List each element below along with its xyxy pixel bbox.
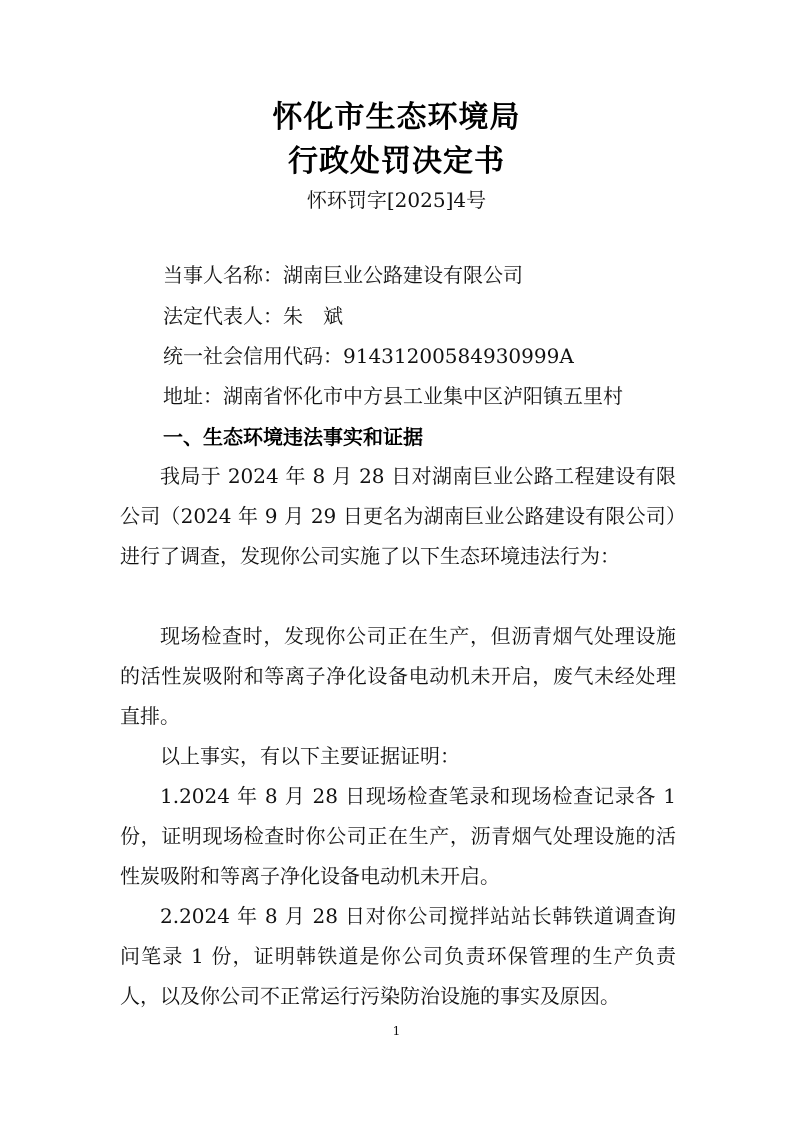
- credit-code-line: 统一社会信用代码：91431200584930999A: [163, 344, 574, 368]
- document-title: 行政处罚决定书: [288, 144, 505, 179]
- section-heading: 一、生态环境违法事实和证据: [163, 425, 423, 449]
- paragraph-evidence-2: 2.2024 年 8 月 28 日对你公司搅拌站站长韩铁道调查询问笔录 1 份，证明韩铁道是你公司负责环保管理的生产负责人，以及你公司不正常运行污染防治设施的事实及原因。: [120, 904, 676, 1008]
- address-line: 地址：湖南省怀化市中方县工业集中区泸阳镇五里村: [163, 384, 623, 408]
- issuer-title: 怀化市生态环境局: [272, 100, 521, 135]
- paragraph-violation-facts: 现场检查时，发现你公司正在生产，但沥青烟气处理设施的活性炭吸附和等离子净化设备电动机未开启，废气未经处理直排。: [120, 624, 676, 728]
- page-number: 1: [392, 1024, 401, 1038]
- document-number: 怀环罚字[2025]4号: [306, 188, 487, 212]
- paragraph-evidence-intro: 以上事实，有以下主要证据证明：: [160, 744, 460, 768]
- paragraph-evidence-1: 1.2024 年 8 月 28 日现场检查笔录和现场检查记录各 1 份，证明现场检查时你公司正在生产，沥青烟气处理设施的活性炭吸附和等离子净化设备电动机未开启。: [120, 784, 676, 888]
- paragraph-investigation: 我局于 2024 年 8 月 28 日对湖南巨业公路工程建设有限公司（2024 年 9 月 29 日更名为湖南巨业公路建设有限公司）进行了调查，发现你公司实施了以下生态环境违法行为：: [120, 464, 676, 568]
- party-name-line: 当事人名称：湖南巨业公路建设有限公司: [163, 263, 523, 287]
- legal-representative-line: 法定代表人：朱 斌: [163, 304, 343, 328]
